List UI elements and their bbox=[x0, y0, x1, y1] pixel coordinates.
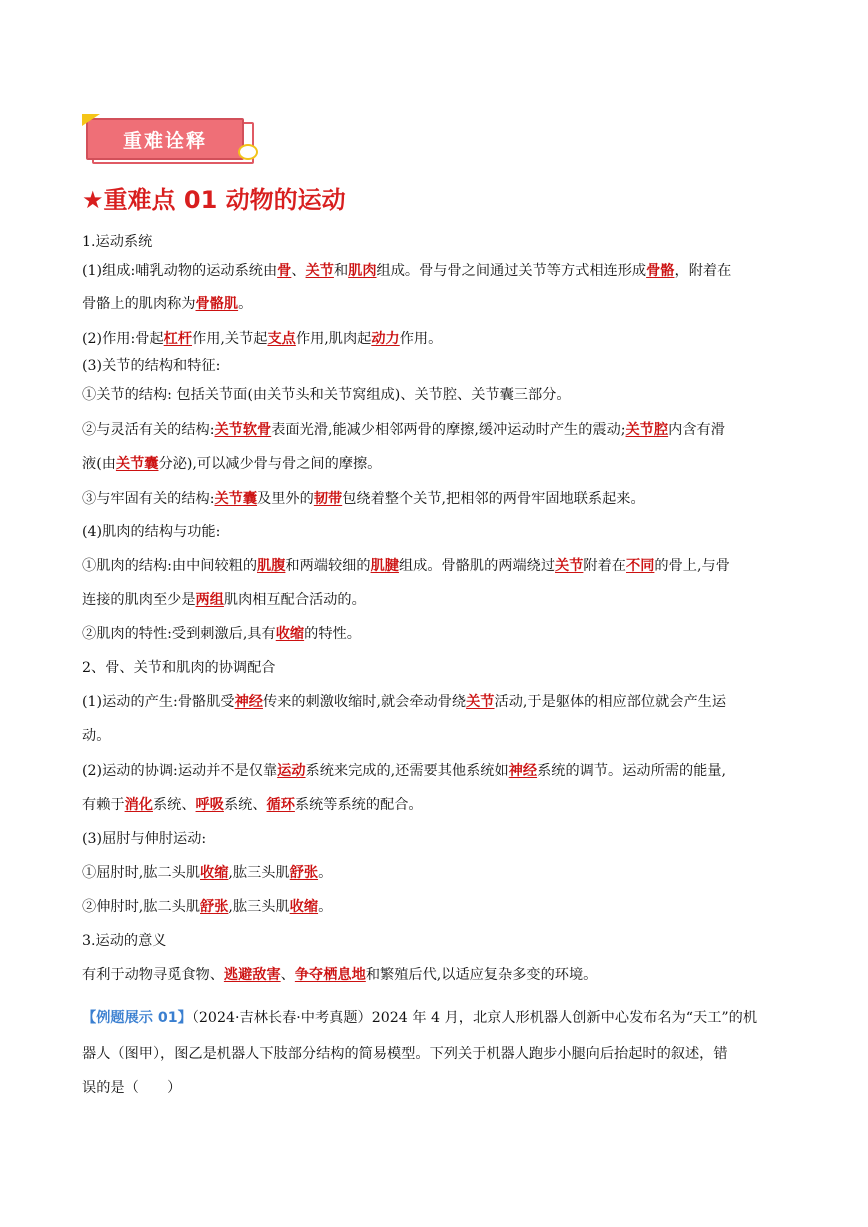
answer-blank: 收缩 bbox=[289, 899, 319, 915]
text-line-l18 bbox=[82, 863, 794, 883]
text-segment: 的特性。 bbox=[304, 626, 361, 642]
answer-blank: 舒张 bbox=[289, 865, 319, 881]
text-segment: 2、骨、关节和肌肉的协调配合 bbox=[82, 660, 276, 676]
text-line-l14 bbox=[82, 726, 794, 746]
text-segment: (1)运动的产生:骨骼肌受 bbox=[82, 694, 235, 710]
answer-blank: 关节囊 bbox=[214, 491, 258, 507]
text-segment: 系统来完成的,还需要其他系统如 bbox=[305, 763, 509, 779]
text-segment: 误的是（ ） bbox=[82, 1080, 182, 1096]
text-line-l5 bbox=[82, 385, 794, 405]
text-segment: 作用,肌肉起 bbox=[295, 331, 372, 347]
text-segment: 包绕着整个关节,把相邻的两骨牢固地联系起来。 bbox=[342, 491, 645, 507]
text-segment: 及里外的 bbox=[257, 491, 314, 507]
text-segment: 活动,于是躯体的相应部位就会产生运 bbox=[494, 694, 727, 710]
answer-blank: 关节 bbox=[466, 694, 495, 710]
text-segment: 传来的刺激收缩时,就会牵动骨绕 bbox=[262, 694, 467, 710]
text-segment: ①肌肉的结构:由中间较粗的 bbox=[82, 558, 258, 574]
answer-blank: 关节腔 bbox=[625, 422, 669, 438]
text-line-s2 bbox=[82, 658, 794, 678]
text-line-l16 bbox=[82, 795, 794, 815]
text-segment: (4)肌肉的结构与功能: bbox=[82, 524, 221, 540]
text-line-e3 bbox=[82, 1078, 794, 1098]
text-line-l9 bbox=[82, 522, 794, 542]
text-segment: 组成。骨骼肌的两端绕过 bbox=[398, 558, 556, 574]
text-segment: 有赖于 bbox=[82, 797, 125, 813]
text-segment: 系统等系统的配合。 bbox=[294, 797, 423, 813]
text-line-l17 bbox=[82, 829, 794, 849]
text-line-l12 bbox=[82, 624, 794, 644]
text-line-s1 bbox=[82, 232, 794, 252]
text-line-e2 bbox=[82, 1044, 794, 1064]
text-segment: (1)组成:哺乳动物的运动系统由 bbox=[82, 263, 278, 279]
text-segment: 作用。 bbox=[399, 331, 443, 347]
answer-blank: 神经 bbox=[508, 763, 538, 779]
answer-blank: 争夺栖息地 bbox=[294, 967, 366, 983]
answer-blank: 不同 bbox=[626, 558, 655, 574]
text-segment: ，附着在 bbox=[674, 263, 732, 279]
text-line-l15 bbox=[82, 761, 794, 781]
text-line-l7 bbox=[82, 454, 794, 474]
answer-blank: 骨骼 bbox=[646, 263, 675, 279]
text-segment: 肌肉相互配合活动的。 bbox=[223, 592, 366, 608]
answer-blank: 收缩 bbox=[200, 865, 229, 881]
answer-blank: 肌腱 bbox=[370, 558, 399, 574]
text-line-l20 bbox=[82, 965, 794, 985]
text-segment: 液(由 bbox=[82, 456, 116, 472]
text-segment: (3)屈肘与伸肘运动: bbox=[82, 831, 207, 847]
banner-label: 重难诠释 bbox=[86, 118, 244, 160]
text-segment: 内含有滑 bbox=[668, 422, 725, 438]
text-segment: 、 bbox=[291, 263, 306, 279]
answer-blank: 支点 bbox=[267, 331, 296, 347]
answer-blank: 关节软骨 bbox=[214, 422, 272, 438]
text-segment: ①屈肘时,肱二头肌 bbox=[82, 865, 201, 881]
text-segment: 表面光滑,能减少相邻两骨的摩擦,缓冲运动时产生的震动; bbox=[271, 422, 626, 438]
answer-blank: 运动 bbox=[277, 763, 306, 779]
answer-blank: 骨骼肌 bbox=[195, 296, 239, 312]
text-segment: 骨骼上的肌肉称为 bbox=[82, 296, 196, 312]
text-segment: 1.运动系统 bbox=[82, 234, 153, 250]
text-segment: ②伸肘时,肱二头肌 bbox=[82, 899, 201, 915]
text-segment: 作用,关节起 bbox=[192, 331, 268, 347]
text-segment: 组成。骨与骨之间通过关节等方式相连形成 bbox=[376, 263, 647, 279]
text-line-l11 bbox=[82, 590, 794, 610]
example-tag: 【例题展示 01】 bbox=[82, 1010, 192, 1026]
text-segment: ①关节的结构: 包括关节面(由关节头和关节窝组成)、关节腔、关节囊三部分。 bbox=[82, 387, 571, 403]
answer-blank: 关节 bbox=[555, 558, 584, 574]
text-segment: 和繁殖后代,以适应复杂多变的环境。 bbox=[365, 967, 598, 983]
text-line-l13 bbox=[82, 692, 794, 712]
text-segment: 分泌),可以减少骨与骨之间的摩擦。 bbox=[158, 456, 382, 472]
text-segment: 连接的肌肉至少是 bbox=[82, 592, 196, 608]
text-segment: 系统的调节。运动所需的能量, bbox=[537, 763, 727, 779]
text-segment: (2)运动的协调:运动并不是仅靠 bbox=[82, 763, 278, 779]
text-segment: ,肱三头肌 bbox=[228, 865, 290, 881]
ring-icon bbox=[238, 144, 258, 160]
answer-blank: 收缩 bbox=[275, 626, 305, 642]
text-line-e1 bbox=[82, 1008, 794, 1028]
text-line-l4 bbox=[82, 356, 794, 376]
section-banner bbox=[82, 114, 262, 170]
answer-blank: 关节囊 bbox=[115, 456, 159, 472]
text-segment: ②与灵活有关的结构: bbox=[82, 422, 215, 438]
text-segment: 。 bbox=[318, 865, 333, 881]
answer-blank: 两组 bbox=[195, 592, 224, 608]
text-segment: ,肱三头肌 bbox=[228, 899, 290, 915]
star-icon: ★ bbox=[82, 186, 104, 214]
text-segment: 动。 bbox=[82, 728, 111, 744]
text-segment: ③与牢固有关的结构: bbox=[82, 491, 215, 507]
flag-icon bbox=[82, 114, 100, 126]
text-line-l2 bbox=[82, 294, 794, 314]
text-line-s3 bbox=[82, 931, 794, 951]
section-heading bbox=[82, 180, 346, 215]
answer-blank: 呼吸 bbox=[195, 797, 224, 813]
text-segment: 系统、 bbox=[152, 797, 196, 813]
text-segment: ②肌肉的特性:受到刺激后,具有 bbox=[82, 626, 276, 642]
text-segment: (3)关节的结构和特征: bbox=[82, 358, 221, 374]
answer-blank: 神经 bbox=[234, 694, 263, 710]
answer-blank: 消化 bbox=[124, 797, 153, 813]
text-line-l19 bbox=[82, 897, 794, 917]
text-segment: 附着在 bbox=[583, 558, 626, 574]
text-segment: (2)作用:骨起 bbox=[82, 331, 164, 347]
text-line-l6 bbox=[82, 420, 794, 440]
text-line-l3 bbox=[82, 329, 794, 349]
answer-blank: 肌腹 bbox=[257, 558, 286, 574]
text-segment: 。 bbox=[238, 296, 253, 312]
text-segment: 的骨上,与骨 bbox=[654, 558, 730, 574]
text-segment: 。 bbox=[318, 899, 333, 915]
answer-blank: 关节 bbox=[305, 263, 334, 279]
answer-blank: 动力 bbox=[371, 331, 400, 347]
answer-blank: 舒张 bbox=[200, 899, 229, 915]
text-line-l8 bbox=[82, 489, 794, 509]
text-line-l1 bbox=[82, 261, 794, 281]
text-segment: 、 bbox=[280, 967, 295, 983]
text-segment: 和两端较细的 bbox=[285, 558, 371, 574]
text-line-l10 bbox=[82, 556, 794, 576]
answer-blank: 逃避敌害 bbox=[223, 967, 281, 983]
heading-text: 重难点 01 动物的运动 bbox=[103, 186, 346, 214]
text-segment: 有利于动物寻觅食物、 bbox=[82, 967, 224, 983]
text-segment: （2024·吉林长春·中考真题）2024 年 4 月，北京人形机器人创新中心发布名为“天工”的机 bbox=[191, 1010, 758, 1026]
answer-blank: 杠杆 bbox=[163, 331, 193, 347]
answer-blank: 肌肉 bbox=[348, 263, 377, 279]
answer-blank: 循环 bbox=[266, 797, 295, 813]
text-segment: 器人（图甲），图乙是机器人下肢部分结构的简易模型。下列关于机器人跑步小腿向后抬起时的叙述，错 bbox=[82, 1046, 728, 1062]
answer-blank: 韧带 bbox=[313, 491, 343, 507]
text-segment: 3.运动的意义 bbox=[82, 933, 167, 949]
answer-blank: 骨 bbox=[277, 263, 292, 279]
text-segment: 和 bbox=[333, 263, 349, 279]
text-segment: 系统、 bbox=[223, 797, 267, 813]
